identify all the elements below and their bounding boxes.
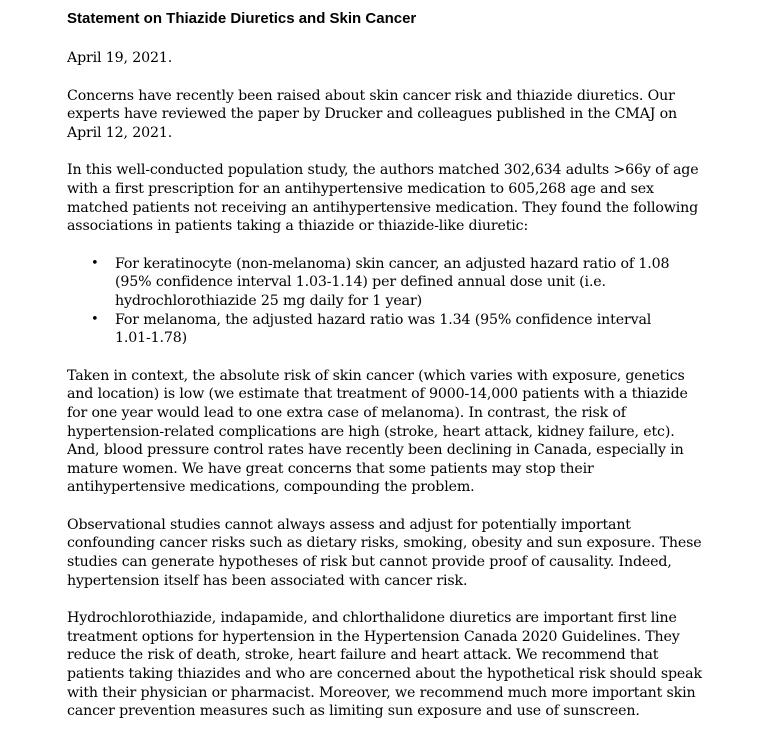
list-item xyxy=(91,311,683,348)
findings-list xyxy=(67,255,707,348)
document-page xyxy=(67,8,707,740)
document-title: Statement on Thiazide Diuretics and Skin Cancer xyxy=(67,10,417,27)
statement-date: April 19, 2021. xyxy=(67,50,173,66)
recommendation-paragraph: Hydrochlorothiazide, indapamide, and chlorthalidone diuretics are important first line treatment options for hypertension in the Hypertension Canada 2020 Guidelines. They reduce the risk of death, stroke, heart failure and heart attack. We recommend that patients taking thiazides and who are concerned about the hypothetical risk should speak with their physician or pharmacist. Moreover, we recommend much more important skin cancer prevention measures such as limiting sun exposure and use of sunscreen. xyxy=(67,610,702,720)
bullet-icon: • xyxy=(91,311,99,327)
study-paragraph: In this well-conducted population study, the authors matched 302,634 adults >66y of age with a first prescription for an antihypertensive medication to 605,268 age and sex matched patients not receiving an antihypertensive medication. They found the following associations in patients taking a thiazide or thiazide-like diuretic: xyxy=(67,162,699,235)
intro-paragraph: Concerns have recently been raised about skin cancer risk and thiazide diuretics. Our experts have reviewed the paper by Drucker and colleagues published in the CMAJ on April 12, 2021. xyxy=(67,87,678,141)
list-item xyxy=(91,255,683,311)
bullet-icon: • xyxy=(91,255,99,271)
finding-keratinocyte: For keratinocyte (non-melanoma) skin cancer, an adjusted hazard ratio of 1.08 (95% confidence interval 1.03-1.14) per defined annual dose unit (i.e. hydrochlorothiazide 25 mg daily for 1 year) xyxy=(115,255,670,309)
finding-melanoma: For melanoma, the adjusted hazard ratio was 1.34 (95% confidence interval 1.01-1.78) xyxy=(115,311,652,347)
observational-paragraph: Observational studies cannot always assess and adjust for potentially important confounding cancer risks such as dietary risks, smoking, obesity and sun exposure. These studies can generate hypotheses of risk but cannot provide proof of causality. Indeed, hypertension itself has been associated with cancer risk. xyxy=(67,516,702,589)
context-paragraph: Taken in context, the absolute risk of skin cancer (which varies with exposure, genetics and location) is low (we estimate that treatment of 9000-14,000 patients with a thiazide for one year would lead to one extra case of melanoma). In contrast, the risk of hypertension-related complications are high (stroke, heart attack, kidney failure, etc). And, blood pressure control rates have recently been declining in Canada, especially in mature women. We have great concerns that some patients may stop their antihypertensive medications, compounding the problem. xyxy=(67,367,688,496)
